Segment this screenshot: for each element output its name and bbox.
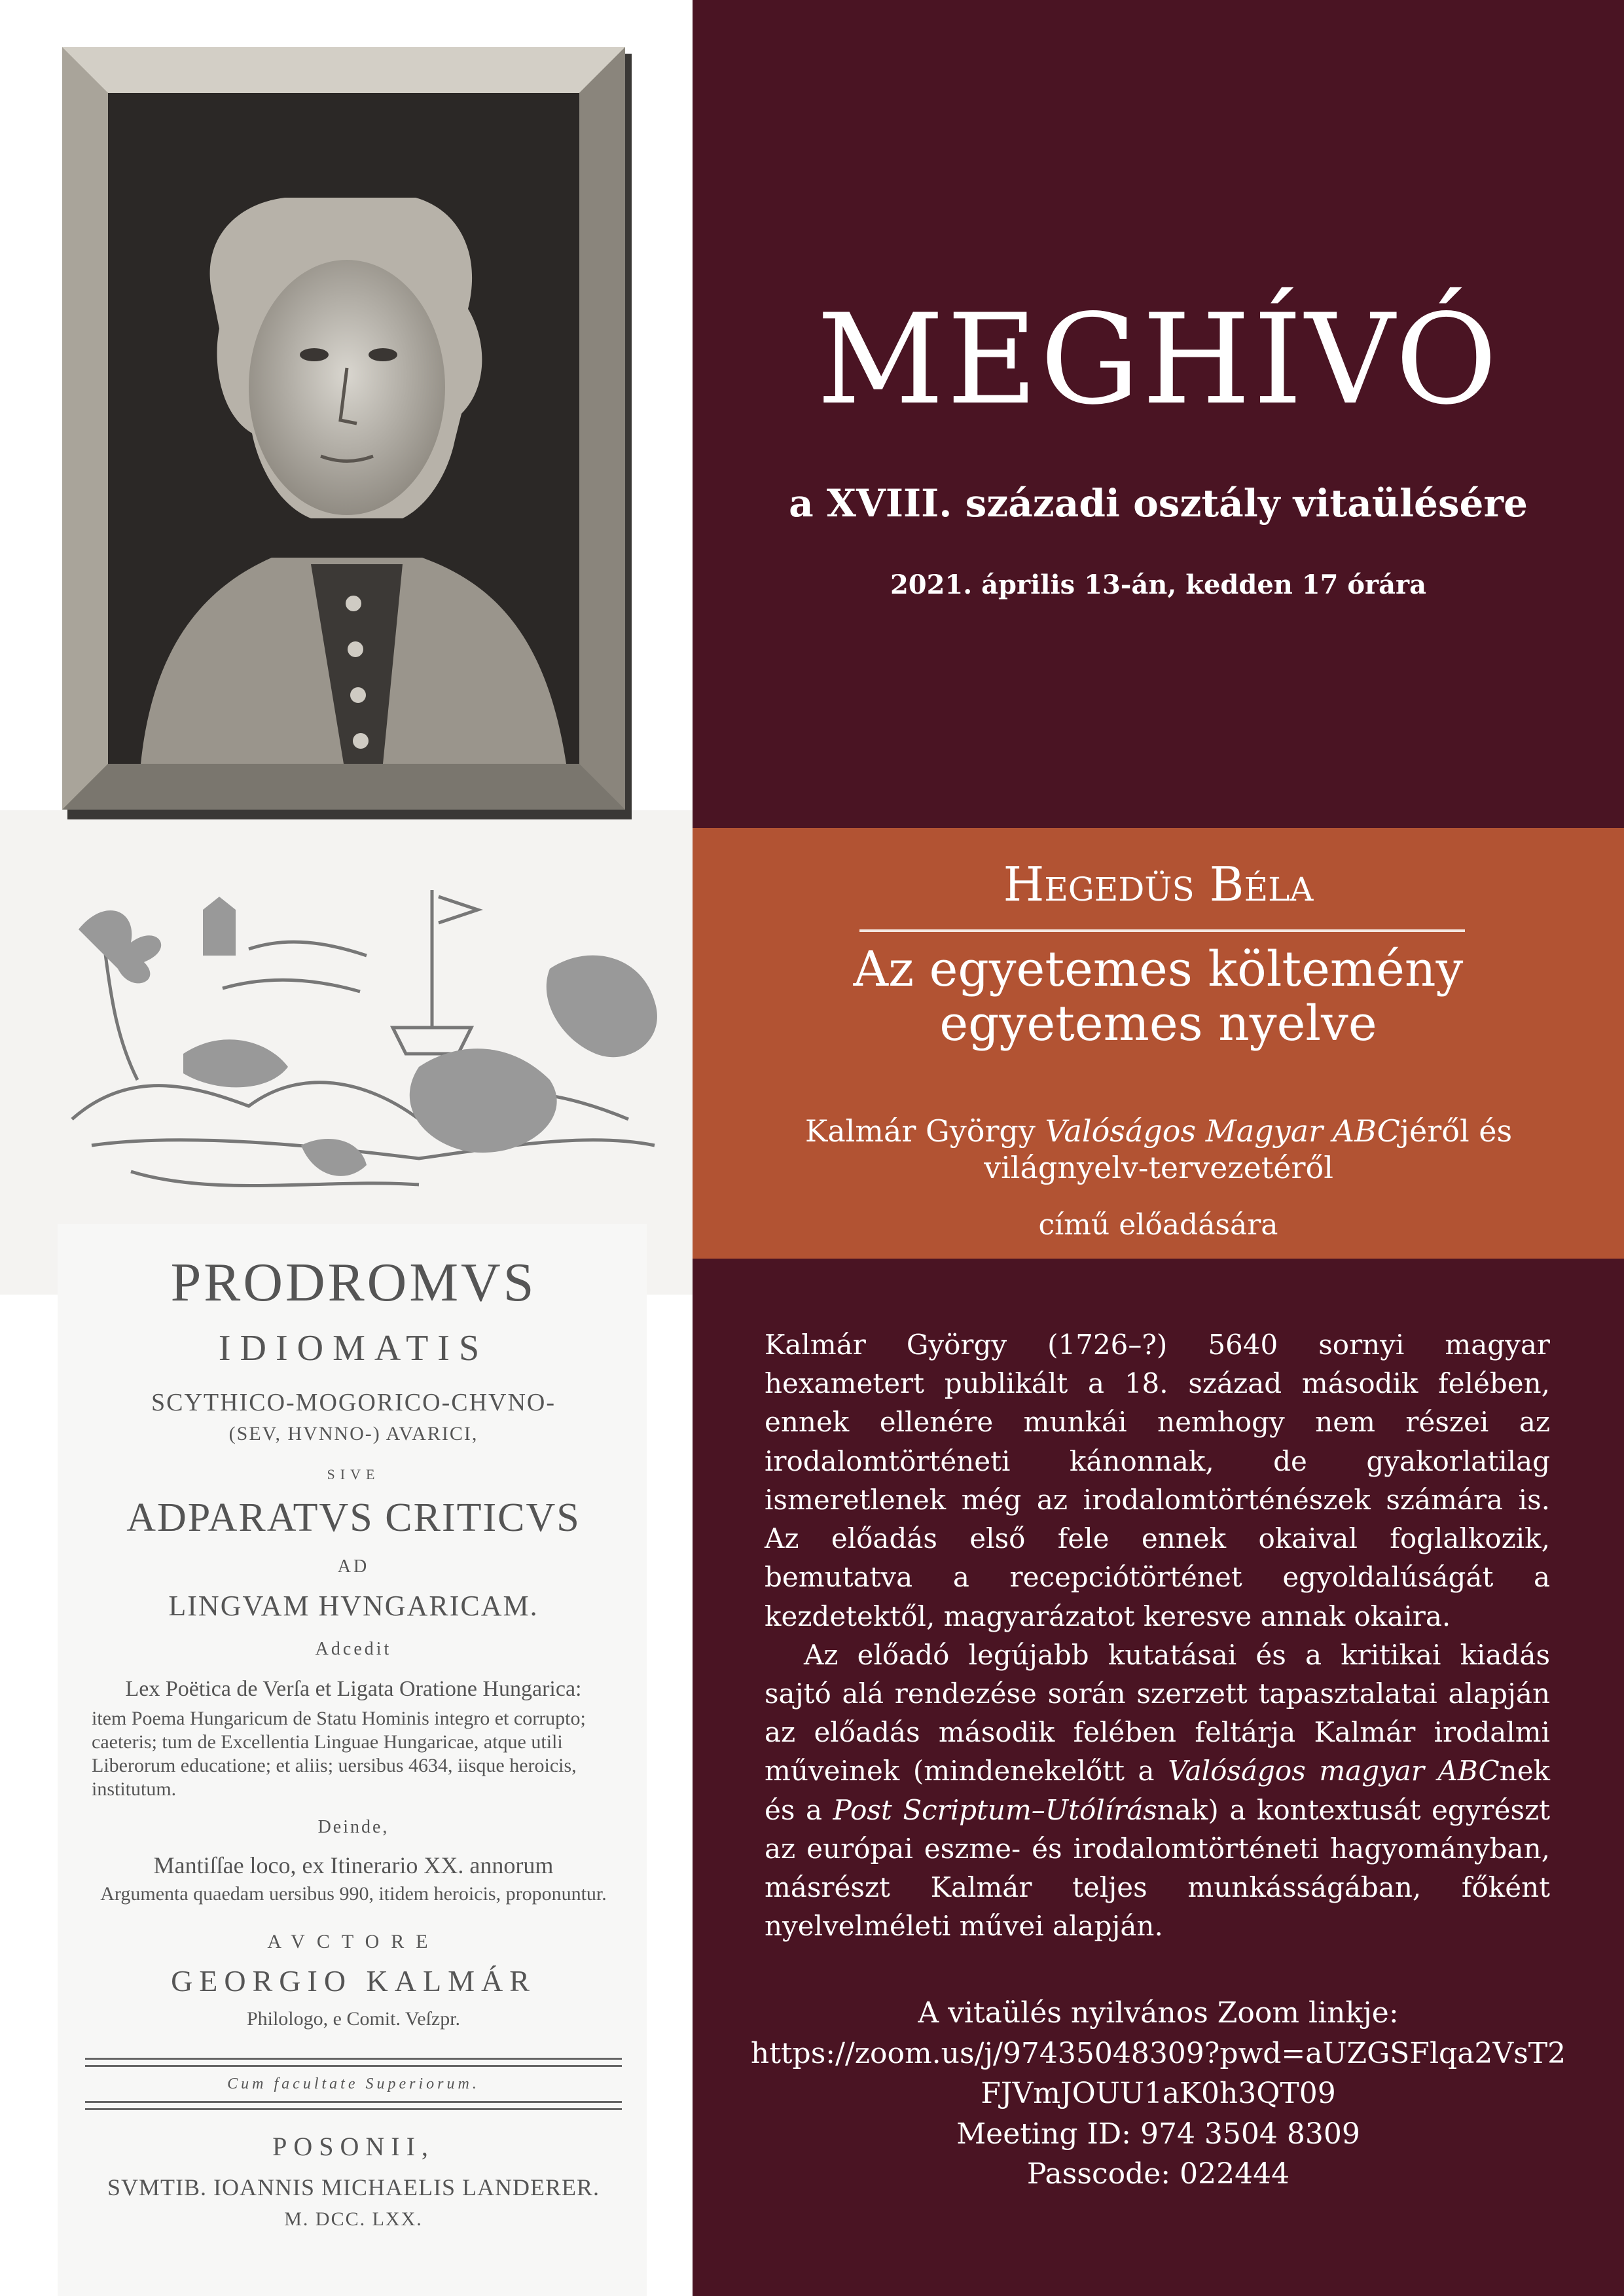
- portrait-engraving: [62, 47, 635, 823]
- title-page-line: Argumenta quaedam uersibus 990, itidem heroicis, proponuntur.: [100, 1883, 607, 1905]
- page-title: MEGHÍVÓ: [816, 287, 1500, 432]
- title-page-line: Mantiſſae loco, ex Itinerario XX. annorum: [153, 1852, 554, 1878]
- abstract-text: nek és a: [765, 1755, 1550, 1826]
- zoom-link-continued[interactable]: FJVmJOUU1aK0h3QT09: [981, 2077, 1336, 2111]
- title-page-line: Philologo, e Comit. Veſzpr.: [246, 2008, 461, 2030]
- title-page-line: AVCTORE: [267, 1931, 440, 1952]
- title-page-print: [65, 1244, 641, 2284]
- title-page-rule: [85, 2058, 622, 2067]
- speaker-name: Hegedüs Béla: [1003, 857, 1314, 912]
- title-page-line: M. DCC. LXX.: [284, 2208, 423, 2230]
- event-date: 2021. április 13-án, kedden 17 órára: [890, 569, 1427, 600]
- lecture-subtitle: [759, 1113, 1558, 1186]
- title-page-line: Lex Poëtica de Verſa et Ligata Oratione Hungarica:: [125, 1677, 582, 1701]
- title-page-line: SVMTIB. IOANNIS MICHAELIS LANDERER.: [107, 2174, 600, 2200]
- lecture-title-line: egyetemes nyelve: [939, 995, 1377, 1052]
- title-page-line: LINGVAM HVNGARICAM.: [168, 1590, 539, 1622]
- title-page-line: SCYTHICO-MOGORICO-CHVNO-: [151, 1389, 556, 1416]
- title-page-line: PRODROMVS: [170, 1252, 537, 1313]
- title-page-line: item Poema Hungaricum de Statu Hominis integro et corrupto; caeteris; tum de Excellentia Linguae Hungaricae, atque utili Liberorum educatione; et aliis; uersibus 4634, iisque heroicis, institutum.: [92, 1708, 586, 1800]
- title-page-line: ADPARATVS CRITICVS: [126, 1496, 581, 1540]
- lecture-abstract: [765, 1325, 1550, 1946]
- lecture-caption: című előadására: [1038, 1208, 1278, 1242]
- abstract-paragraph: Kalmár György (1726–?) 5640 sornyi magyar hexametert publikált a 18. század második felében, ennek ellenére munkái nemhogy nem részei az irodalomtörténeti kánonnak, de gyakorlatilag ismeretlenek még az irodalomtörténészek számára is. Az előadás első fele ennek okaival foglalkozik, bemutatva a recepciótörténet egyoldalúságát a kezdetektől, magyarázatot keresve annak okaira.: [765, 1329, 1550, 1632]
- lecture-title-line: Az egyetemes költemény: [853, 941, 1464, 997]
- page-subtitle: a XVIII. századi osztály vitaülésére: [789, 481, 1528, 526]
- lecture-subtitle-pre: Kalmár György: [804, 1113, 1045, 1149]
- lecture-subtitle-post: jéről és világnyelv-tervezetéről: [984, 1113, 1513, 1186]
- abstract-italic: Post Scriptum–Utólírás: [833, 1793, 1157, 1826]
- speaker-divider: [859, 929, 1465, 932]
- title-page-line: POSONII,: [272, 2132, 435, 2161]
- zoom-label: A vitaülés nyilvános Zoom linkje:: [918, 1996, 1399, 2030]
- abstract-paragraph: [765, 1636, 1550, 1946]
- title-page-line: Cum facultate Superiorum.: [227, 2075, 480, 2092]
- title-page-line: Adcedit: [315, 1639, 392, 1659]
- title-page-line: SIVE: [327, 1466, 380, 1482]
- lecture-subtitle-italic: Valóságos Magyar ABC: [1045, 1113, 1400, 1149]
- title-page-line: Deinde,: [317, 1817, 389, 1837]
- title-page-line: IDIOMATIS: [218, 1328, 489, 1369]
- title-page-rule: [85, 2101, 622, 2110]
- title-page-line: (SEV, HVNNO-) AVARICI,: [228, 1423, 478, 1444]
- zoom-info: [693, 1993, 1624, 2195]
- woodcut-vignette: [52, 870, 681, 1211]
- abstract-text: Az előadó legújabb kutatásai és a kritikai kiadás sajtó alá rendezése során szerzett tapasztalatai alapján az előadás második felében feltárja Kalmár irodalmi műveinek (mindenekelőtt a: [765, 1638, 1550, 1787]
- zoom-link[interactable]: https://zoom.us/j/97435048309?pwd=aUZGSFlqa2VsT2: [750, 2036, 1566, 2070]
- title-page-line: AD: [337, 1556, 370, 1577]
- title-page-line: GEORGIO KALMÁR: [171, 1964, 536, 1998]
- meeting-id: Meeting ID: 974 3504 8309: [956, 2117, 1360, 2151]
- passcode: Passcode: 022444: [1026, 2157, 1290, 2191]
- abstract-text: nak) a kontextusát egyrészt az európai eszme- és irodalomtörténeti hagyományban, másrészt Kalmár teljes munkásságában, főként nyelvelméleti művei alapján.: [765, 1793, 1550, 1943]
- lecture-title: [693, 942, 1624, 1051]
- abstract-italic: Valóságos magyar ABC: [1168, 1755, 1500, 1787]
